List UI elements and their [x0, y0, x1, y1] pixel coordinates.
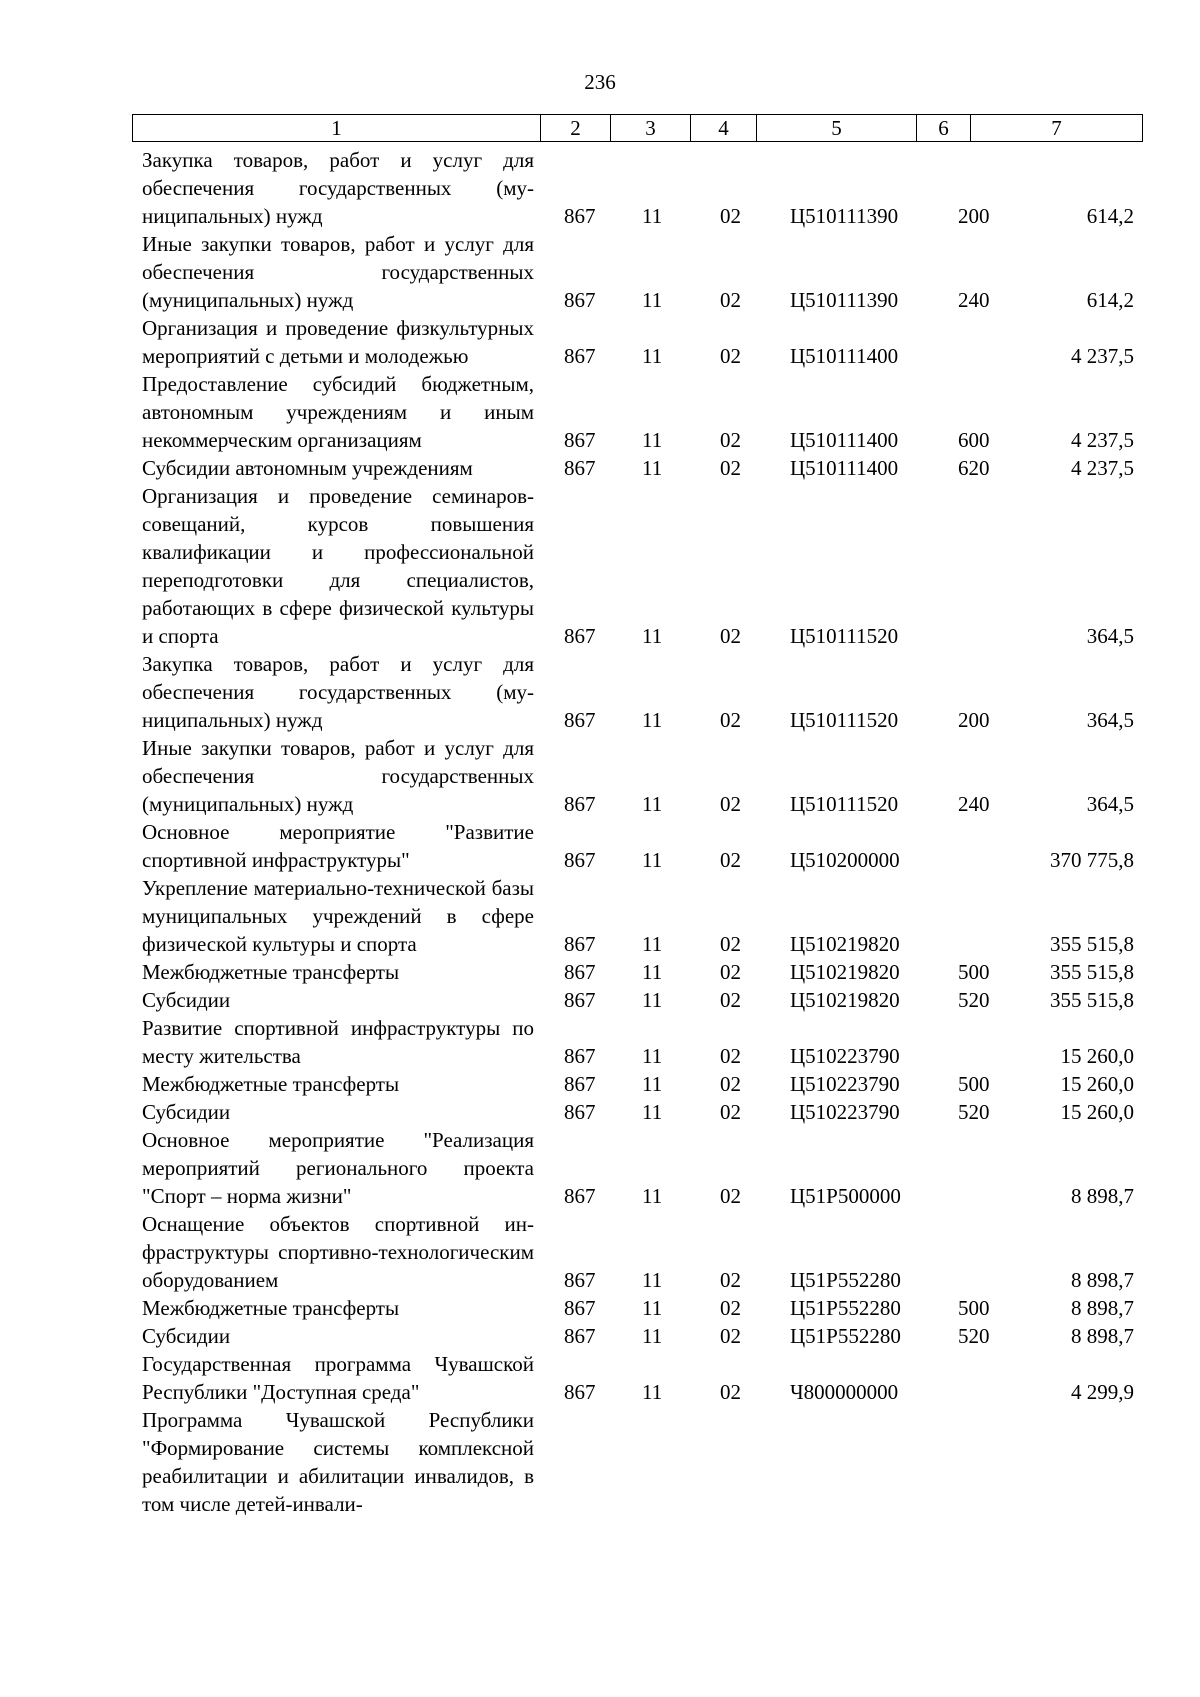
cell-c4: 02 — [720, 288, 741, 312]
cell-c7: 355 515,8 — [1050, 960, 1134, 984]
row-description: Межбюджетные трансферты — [142, 1072, 400, 1096]
cell-c6: 620 — [958, 456, 990, 480]
cell-c6: 520 — [958, 1324, 990, 1348]
row-description: Субсидии — [142, 988, 231, 1012]
cell-c5: Ц510223790 — [790, 1100, 900, 1124]
table-row — [142, 650, 1142, 734]
cell-c5: Ц510111390 — [790, 204, 899, 228]
cell-c7: 614,2 — [1086, 204, 1134, 228]
cell-c3: 11 — [642, 708, 663, 732]
cell-c2: 867 — [564, 1072, 596, 1096]
cell-c7: 15 260,0 — [1060, 1100, 1134, 1124]
table-row — [142, 874, 1142, 958]
row-description: Предоставление субсидий бюджетным, автономным учреждениям и иным некоммерческим организациям — [142, 372, 534, 452]
row-description: Развитие спортивной инфраструктуры по месту жительства — [142, 1016, 534, 1068]
table-row — [142, 1322, 1142, 1350]
cell-c7: 4 299,9 — [1071, 1380, 1134, 1404]
row-description: Межбюджетные трансферты — [142, 960, 400, 984]
cell-c5: Ц510111520 — [790, 708, 899, 732]
table-row — [142, 734, 1142, 818]
header-col-1: 1 — [133, 115, 541, 142]
row-description: Оснащение объектов спортивной инфраструктуры спортивно-технологическим оборудованием — [142, 1212, 534, 1292]
row-description: Субсидии — [142, 1324, 231, 1348]
page-number: 236 — [584, 70, 616, 94]
cell-c7: 4 237,5 — [1071, 344, 1134, 368]
cell-c4: 02 — [720, 1072, 741, 1096]
table-row — [142, 986, 1142, 1014]
table-row — [142, 1070, 1142, 1098]
cell-c2: 867 — [564, 960, 596, 984]
header-col-7: 7 — [971, 115, 1143, 142]
cell-c2: 867 — [564, 428, 596, 452]
table-row — [142, 1210, 1142, 1294]
cell-c6: 240 — [958, 792, 990, 816]
cell-c3: 11 — [642, 1072, 663, 1096]
cell-c4: 02 — [720, 988, 741, 1012]
table-row — [142, 482, 1142, 650]
table-row — [142, 370, 1142, 454]
header-col-2: 2 — [541, 115, 611, 142]
cell-c2: 867 — [564, 456, 596, 480]
cell-c3: 11 — [642, 932, 663, 956]
cell-c3: 11 — [642, 1296, 663, 1320]
cell-c6: 600 — [958, 428, 990, 452]
cell-c2: 867 — [564, 848, 596, 872]
cell-c7: 15 260,0 — [1060, 1072, 1134, 1096]
cell-c4: 02 — [720, 848, 741, 872]
cell-c2: 867 — [564, 288, 596, 312]
cell-c3: 11 — [642, 428, 663, 452]
cell-c3: 11 — [642, 848, 663, 872]
cell-c7: 8 898,7 — [1071, 1296, 1134, 1320]
cell-c3: 11 — [642, 1184, 663, 1208]
table-row — [142, 1350, 1142, 1406]
cell-c5: Ц510111400 — [790, 344, 899, 368]
table-row — [142, 958, 1142, 986]
table-row — [142, 1098, 1142, 1126]
cell-c7: 8 898,7 — [1071, 1268, 1134, 1292]
cell-c3: 11 — [642, 792, 663, 816]
cell-c5: Ч800000000 — [790, 1380, 899, 1404]
cell-c4: 02 — [720, 1324, 741, 1348]
cell-c3: 11 — [642, 344, 663, 368]
cell-c2: 867 — [564, 1380, 596, 1404]
cell-c5: Ц51Р552280 — [790, 1268, 901, 1292]
cell-c7: 614,2 — [1086, 288, 1134, 312]
cell-c6: 500 — [958, 1072, 990, 1096]
cell-c7: 364,5 — [1086, 792, 1134, 816]
cell-c5: Ц51Р552280 — [790, 1296, 901, 1320]
cell-c2: 867 — [564, 1184, 596, 1208]
cell-c3: 11 — [642, 988, 663, 1012]
cell-c5: Ц510111520 — [790, 624, 899, 648]
cell-c2: 867 — [564, 1100, 596, 1124]
cell-c4: 02 — [720, 932, 741, 956]
cell-c6: 500 — [958, 960, 990, 984]
cell-c3: 11 — [642, 1268, 663, 1292]
table-row — [142, 1014, 1142, 1070]
cell-c5: Ц510223790 — [790, 1044, 900, 1068]
table-header — [132, 114, 1143, 142]
cell-c6: 200 — [958, 708, 990, 732]
cell-c2: 867 — [564, 1044, 596, 1068]
cell-c3: 11 — [642, 624, 663, 648]
cell-c2: 867 — [564, 708, 596, 732]
cell-c3: 11 — [642, 1324, 663, 1348]
cell-c2: 867 — [564, 932, 596, 956]
cell-c5: Ц510111520 — [790, 792, 899, 816]
cell-c7: 15 260,0 — [1060, 1044, 1134, 1068]
row-description: Основное мероприятие "Развитие спортивной инфраструктуры" — [142, 820, 534, 872]
cell-c3: 11 — [642, 288, 663, 312]
table-row — [142, 230, 1142, 314]
cell-c2: 867 — [564, 988, 596, 1012]
cell-c3: 11 — [642, 960, 663, 984]
cell-c4: 02 — [720, 1296, 741, 1320]
cell-c3: 11 — [642, 1100, 663, 1124]
cell-c5: Ц510223790 — [790, 1072, 900, 1096]
cell-c7: 8 898,7 — [1071, 1184, 1134, 1208]
cell-c5: Ц51Р500000 — [790, 1184, 901, 1208]
cell-c4: 02 — [720, 1268, 741, 1292]
header-col-5: 5 — [757, 115, 917, 142]
cell-c7: 4 237,5 — [1071, 428, 1134, 452]
cell-c4: 02 — [720, 204, 741, 228]
cell-c2: 867 — [564, 624, 596, 648]
cell-c2: 867 — [564, 792, 596, 816]
cell-c7: 355 515,8 — [1050, 932, 1134, 956]
row-description: Иные закупки товаров, работ и услуг для обеспечения государственных (муниципальных) нужд — [142, 736, 534, 816]
cell-c4: 02 — [720, 428, 741, 452]
cell-c6: 500 — [958, 1296, 990, 1320]
cell-c4: 02 — [720, 344, 741, 368]
row-description: Программа Чувашской Республики "Формирование системы комплексной реабилитации и абилитации инвалидов, в том числе детей-инвали- — [142, 1408, 534, 1516]
cell-c4: 02 — [720, 1044, 741, 1068]
row-description: Закупка товаров, работ и услуг для обеспечения государственных (муниципальных) нужд — [142, 148, 534, 228]
cell-c6: 200 — [958, 204, 990, 228]
cell-c4: 02 — [720, 960, 741, 984]
row-description: Организация и проведение семинаров-совещаний, курсов повышения квалификации и профессиональной переподготовки для специалистов, работающих в сфере физической культуры и спорта — [142, 484, 534, 648]
cell-c4: 02 — [720, 1184, 741, 1208]
cell-c3: 11 — [642, 204, 663, 228]
row-description: Организация и проведение физкультурных мероприятий с детьми и молодежью — [142, 316, 534, 368]
cell-c2: 867 — [564, 344, 596, 368]
row-description: Укрепление материально-технической базы муниципальных учреждений в сфере физической культуры и спорта — [142, 876, 534, 956]
cell-c6: 240 — [958, 288, 990, 312]
cell-c5: Ц510219820 — [790, 960, 900, 984]
row-description: Основное мероприятие "Реализация мероприятий регионального проекта "Спорт – норма жизни" — [142, 1128, 534, 1208]
table-row — [142, 314, 1142, 370]
cell-c2: 867 — [564, 1324, 596, 1348]
header-col-3: 3 — [611, 115, 691, 142]
cell-c3: 11 — [642, 1044, 663, 1068]
row-description: Межбюджетные трансферты — [142, 1296, 400, 1320]
cell-c7: 355 515,8 — [1050, 988, 1134, 1012]
cell-c6: 520 — [958, 988, 990, 1012]
cell-c7: 364,5 — [1086, 624, 1134, 648]
table-body — [142, 146, 1142, 1518]
row-description: Субсидии автономным учреждениям — [142, 456, 473, 480]
header-col-6: 6 — [917, 115, 971, 142]
cell-c4: 02 — [720, 624, 741, 648]
cell-c5: Ц510111400 — [790, 456, 899, 480]
cell-c7: 8 898,7 — [1071, 1324, 1134, 1348]
cell-c7: 4 237,5 — [1071, 456, 1134, 480]
table-row — [142, 818, 1142, 874]
cell-c5: Ц510200000 — [790, 848, 900, 872]
row-description: Субсидии — [142, 1100, 231, 1124]
table-row — [142, 146, 1142, 230]
cell-c7: 370 775,8 — [1050, 848, 1134, 872]
row-description: Закупка товаров, работ и услуг для обеспечения государственных (муниципальных) нужд — [142, 652, 534, 732]
cell-c2: 867 — [564, 1268, 596, 1292]
cell-c5: Ц510111400 — [790, 428, 899, 452]
cell-c4: 02 — [720, 1380, 741, 1404]
table-row — [142, 454, 1142, 482]
cell-c4: 02 — [720, 456, 741, 480]
cell-c5: Ц51Р552280 — [790, 1324, 901, 1348]
table-row — [142, 1406, 1142, 1518]
cell-c5: Ц510219820 — [790, 988, 900, 1012]
cell-c7: 364,5 — [1086, 708, 1134, 732]
table-row — [142, 1294, 1142, 1322]
table-row — [142, 1126, 1142, 1210]
cell-c4: 02 — [720, 792, 741, 816]
header-col-4: 4 — [691, 115, 757, 142]
cell-c4: 02 — [720, 1100, 741, 1124]
cell-c3: 11 — [642, 456, 663, 480]
cell-c4: 02 — [720, 708, 741, 732]
cell-c5: Ц510111390 — [790, 288, 899, 312]
cell-c6: 520 — [958, 1100, 990, 1124]
cell-c5: Ц510219820 — [790, 932, 900, 956]
row-description: Государственная программа Чувашской Республики "Доступная среда" — [142, 1352, 534, 1404]
cell-c2: 867 — [564, 1296, 596, 1320]
row-description: Иные закупки товаров, работ и услуг для обеспечения государственных (муниципальных) нужд — [142, 232, 534, 312]
cell-c2: 867 — [564, 204, 596, 228]
cell-c3: 11 — [642, 1380, 663, 1404]
